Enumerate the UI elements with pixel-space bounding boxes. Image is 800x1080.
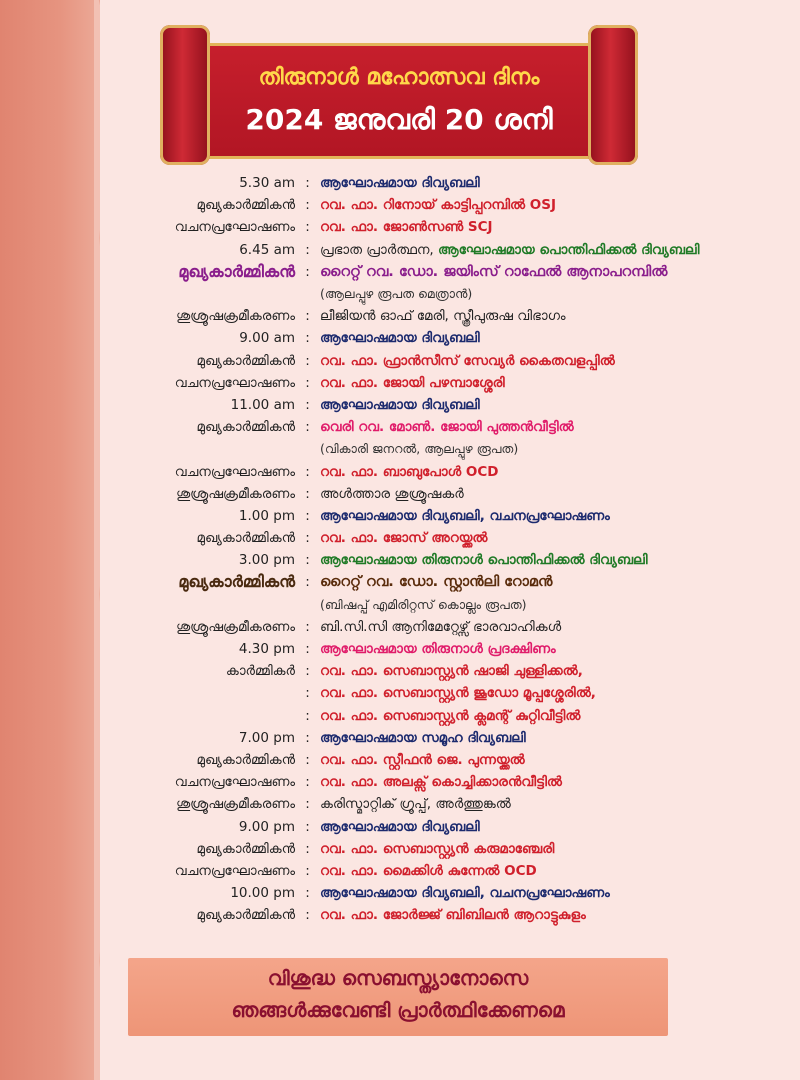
row-label: ശുശ്രൂഷക്രമീകരണം [176,485,295,502]
row-value: റവ. ഫാ. ജോൺസൺ SCJ [320,219,493,236]
row-label: വചനപ്രഘോഷണം [174,374,295,391]
row-value-prefix: പ്രഭാത പ്രാർത്ഥന, [320,241,439,258]
row-label: ശുശ്രൂഷക്രമീകരണം [176,308,295,325]
row-value: ആഘോഷമായ തിരുനാൾ പ്രദക്ഷിണം [320,641,556,658]
schedule-row [100,172,800,194]
colon: : [305,463,310,480]
colon: : [305,574,310,591]
row-label: 1.00 pm [238,507,295,524]
colon: : [305,197,310,214]
colon: : [305,907,310,924]
row-value: റവ. ഫാ. ജോയി പഴമ്പാശ്ശേരി [320,374,505,391]
title-banner [160,25,638,165]
row-label: 4.30 pm [238,641,295,658]
schedule-row [100,505,800,527]
torn-paper-border [0,0,100,1080]
row-value: റവ. ഫാ. ബാബുപോൾ OCD [320,463,499,480]
row-value: റവ. ഫാ. ജോർജ്ജ് ബിബിലൻ ആറാട്ടുകുളം [320,907,586,924]
colon: : [305,840,310,857]
row-value: ആഘോഷമായ ദിവ്യബലി [320,175,480,192]
schedule-row [100,882,800,904]
schedule-row [100,594,800,616]
schedule-row [100,749,800,771]
schedule-row [100,305,800,327]
schedule-row [100,571,800,593]
row-label: മുഖ്യകാർമ്മികൻ [178,261,295,281]
row-value: വെരി റവ. മോൺ. ജോയി പുത്തൻവീട്ടിൽ [320,419,574,436]
colon: : [305,618,310,635]
row-value: റവ. ഫാ. മൈക്കിൾ കുന്നേൽ OCD [320,862,537,879]
schedule-row [100,682,800,704]
colon: : [305,818,310,835]
schedule-row [100,705,800,727]
row-value: റവ. ഫാ. ഫ്രാൻസീസ് സേവ്യർ കൈതവളപ്പിൽ [320,352,615,369]
scroll-roll-right [588,25,638,165]
schedule-row [100,660,800,682]
banner-date: 2024 ജനുവരി 20 ശനി [245,103,553,136]
colon: : [305,862,310,879]
row-value: റവ. ഫാ. സെബാസ്റ്റ്യൻ ഷാജി ചുള്ളിക്കൽ, [320,663,583,680]
row-note: (വികാരി ജനറൽ, ആലപ്പുഴ രൂപത) [320,441,519,457]
schedule-row [100,216,800,238]
row-label: വചനപ്രഘോഷണം [174,463,295,480]
row-label: 5.30 am [239,175,295,192]
row-label: 10.00 pm [230,885,295,902]
colon: : [305,729,310,746]
colon: : [305,641,310,658]
schedule-row [100,283,800,305]
row-label: മുഖ്യകാർമ്മികൻ [196,530,295,547]
row-value: റവ. ഫാ. സെബാസ്റ്റ്യൻ ജൂഡോ മൂപ്പശ്ശേരിൽ, [320,685,596,702]
colon: : [305,219,310,236]
colon: : [305,796,310,813]
row-value: ലീജിയൻ ഓഫ് മേരി, സ്ത്രീപുരുഷ വിഭാഗം [320,308,566,325]
schedule-row [100,727,800,749]
row-label: 3.00 pm [238,552,295,569]
schedule-row [100,860,800,882]
row-label: മുഖ്യകാർമ്മികൻ [196,751,295,768]
schedule-list [100,172,800,926]
schedule-row [100,616,800,638]
row-value: ആഘോഷമായ ദിവ്യബലി [320,330,480,347]
row-value: ആഘോഷമായ ദിവ്യബലി [320,818,480,835]
row-label: മുഖ്യകാർമ്മികൻ [196,419,295,436]
scroll-roll-left [160,25,210,165]
row-value: റവ. ഫാ. ജോസ് അറയ്ക്കൽ [320,530,488,547]
row-value: റൈറ്റ് റവ. ഡോ. ജയിംസ് റാഫേൽ ആനാപറമ്പിൽ [320,263,668,280]
schedule-row [100,527,800,549]
colon: : [305,175,310,192]
row-label: ശുശ്രൂഷക്രമീകരണം [176,618,295,635]
colon: : [305,685,310,702]
row-value: ആഘോഷമായ ദിവ്യബലി [320,396,480,413]
row-label: കാർമ്മികർ [225,663,295,680]
row-value: റൈറ്റ് റവ. ഡോ. സ്റ്റാൻലി റോമൻ [320,574,553,591]
row-note: (ബിഷപ്പ് എമിരിറ്റസ് കൊല്ലം രൂപത) [320,596,527,612]
schedule-row [100,372,800,394]
colon: : [305,263,310,280]
row-value: റവ. ഫാ. സെബാസ്റ്റ്യൻ ക്ലമന്റ് കുറ്റിവീട്ടിൽ [320,707,581,724]
row-label: വചനപ്രഘോഷണം [174,774,295,791]
colon: : [305,663,310,680]
colon: : [305,530,310,547]
colon: : [305,552,310,569]
schedule-row [100,483,800,505]
row-value: റവ. ഫാ. റിനോയ് കാട്ടിപ്പറമ്പിൽ OSJ [320,197,556,214]
colon: : [305,885,310,902]
colon: : [305,419,310,436]
colon: : [305,241,310,258]
colon: : [305,330,310,347]
schedule-row [100,793,800,815]
row-note: (ആലപ്പുഴ രൂപത മെത്രാൻ) [320,286,473,302]
row-label: വചനപ്രഘോഷണം [174,862,295,879]
schedule-row [100,416,800,438]
row-value: ആഘോഷമായ ദിവ്യബലി, വചനപ്രഘോഷണം [320,885,610,902]
row-value: കരിസ്മാറ്റിക് ഗ്രൂപ്പ്, അർത്തുങ്കൽ [320,796,511,813]
schedule-row [100,549,800,571]
prayer-box [128,958,668,1036]
schedule-row [100,638,800,660]
schedule-row [100,194,800,216]
row-label: 11.00 am [230,396,295,413]
row-label: 6.45 am [239,241,295,258]
row-value: ആഘോഷമായ സമൂഹ ദിവ്യബലി [320,729,526,746]
row-value: ആഘോഷമായ ദിവ്യബലി, വചനപ്രഘോഷണം [320,507,610,524]
schedule-row [100,394,800,416]
banner-ribbon [195,43,603,159]
colon: : [305,707,310,724]
schedule-row [100,771,800,793]
prayer-line-2: ഞങ്ങൾക്കുവേണ്ടി പ്രാർത്ഥിക്കേണമെ [231,998,565,1022]
row-value: ബി.സി.സി ആനിമേറ്റേഴ്സ് ഭാരവാഹികൾ [320,618,562,635]
row-value: റവ. ഫാ. അലക്സ് കൊച്ചിക്കാരൻവീട്ടിൽ [320,774,562,791]
colon: : [305,507,310,524]
schedule-row [100,904,800,926]
row-label: മുഖ്യകാർമ്മികൻ [178,572,295,592]
colon: : [305,751,310,768]
colon: : [305,774,310,791]
prayer-line-1: വിശുദ്ധ സെബസ്ത്യാനോസെ [267,966,529,990]
schedule-row [100,460,800,482]
row-label: വചനപ്രഘോഷണം [174,219,295,236]
schedule-row [100,261,800,283]
row-label: 9.00 pm [238,818,295,835]
schedule-row [100,327,800,349]
row-label: 9.00 am [239,330,295,347]
row-label: മുഖ്യകാർമ്മികൻ [196,840,295,857]
colon: : [305,352,310,369]
colon: : [305,374,310,391]
row-label: 7.00 pm [238,729,295,746]
schedule-row [100,815,800,837]
colon: : [305,308,310,325]
colon: : [305,396,310,413]
schedule-row [100,438,800,460]
banner-title: തിരുനാൾ മഹോത്സവ ദിനം [258,65,540,90]
row-value: റവ. ഫാ. സ്റ്റീഫൻ ജെ. പുന്നയ്ക്കൽ [320,751,525,768]
schedule-row [100,838,800,860]
row-value: റവ. ഫാ. സെബാസ്റ്റ്യൻ കരുമാഞ്ചേരി [320,840,555,857]
row-label: മുഖ്യകാർമ്മികൻ [196,197,295,214]
colon: : [305,485,310,502]
schedule-row [100,350,800,372]
row-value: അൾത്താര ശുശ്രൂഷകർ [320,485,464,502]
row-value: ആഘോഷമായ തിരുനാൾ പൊന്തിഫിക്കൽ ദിവ്യബലി [320,552,648,569]
schedule-row [100,239,800,261]
row-value: ആഘോഷമായ പൊന്തിഫിക്കൽ ദിവ്യബലി [438,241,700,258]
row-label: ശുശ്രൂഷക്രമീകരണം [176,796,295,813]
row-label: മുഖ്യകാർമ്മികൻ [196,352,295,369]
row-label: മുഖ്യകാർമ്മികൻ [196,907,295,924]
